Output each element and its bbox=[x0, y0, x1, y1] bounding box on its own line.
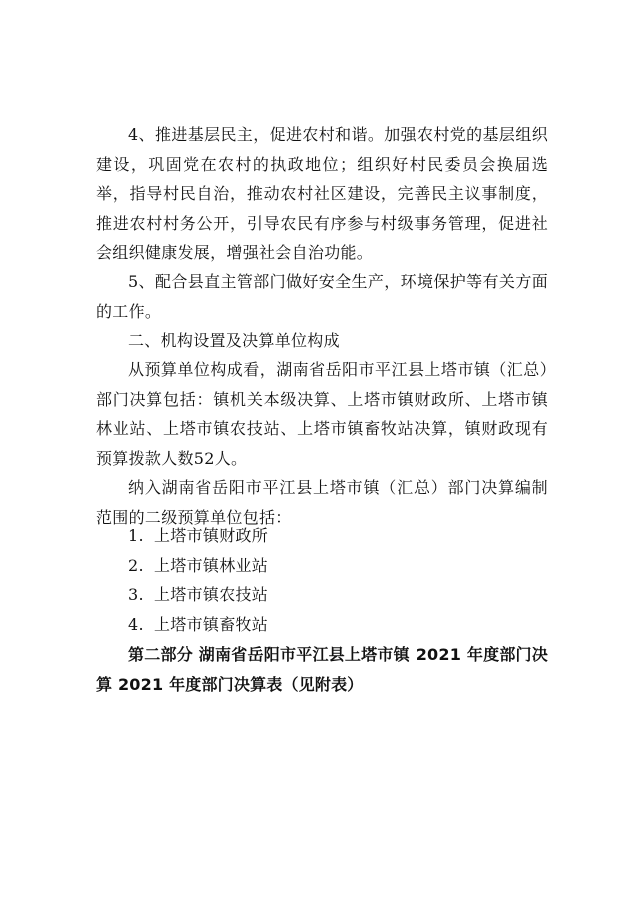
paragraph-item-4: 4、推进基层民主，促进农村和谐。加强农村党的基层组织建设，巩固党在农村的执政地位；组织好村民委员会换届选举，指导村民自治，推动农村社区建设，完善民主议事制度，推进农村村务公开，引导农民有序参与村级事务管理，促进社会组织健康发展，增强社会自治功能。 bbox=[96, 125, 548, 262]
part-two-title: 第二部分 湖南省岳阳市平江县上塔市镇 2021 年度部门决算 2021 年度部门决算表（见附表） bbox=[96, 645, 548, 694]
secondary-units-list bbox=[128, 521, 268, 639]
list-item bbox=[128, 610, 268, 640]
list-item-number: 4. bbox=[128, 614, 144, 634]
list-item-name: 上塔市镇林业站 bbox=[154, 555, 269, 575]
list-item-name: 上塔市镇农技站 bbox=[154, 585, 269, 604]
section-heading-organization: 二、机构设置及决算单位构成 bbox=[128, 331, 340, 350]
paragraph-item-5: 5、配合县直主管部门做好安全生产，环境保护等有关方面的工作。 bbox=[96, 272, 548, 321]
paragraph-budget-composition: 从预算单位构成看，湖南省岳阳市平江县上塔市镇（汇总）部门决算包括：镇机关本级决算、上塔市镇财政所、上塔市镇林业站、上塔市镇农技站、上塔市镇畜牧站决算，镇财政现有预算拨款人数52人。 bbox=[96, 360, 548, 468]
list-item bbox=[128, 551, 268, 581]
list-item-number: 1. bbox=[128, 526, 144, 545]
list-item-name: 上塔市镇财政所 bbox=[154, 526, 269, 545]
list-item-number: 3. bbox=[128, 585, 144, 604]
list-item bbox=[128, 580, 268, 610]
list-item-name: 上塔市镇畜牧站 bbox=[154, 614, 269, 634]
paragraph-secondary-units-intro: 纳入湖南省岳阳市平江县上塔市镇（汇总）部门决算编制范围的二级预算单位包括： bbox=[96, 478, 548, 527]
list-item-number: 2. bbox=[128, 555, 144, 575]
list-item bbox=[128, 521, 268, 551]
